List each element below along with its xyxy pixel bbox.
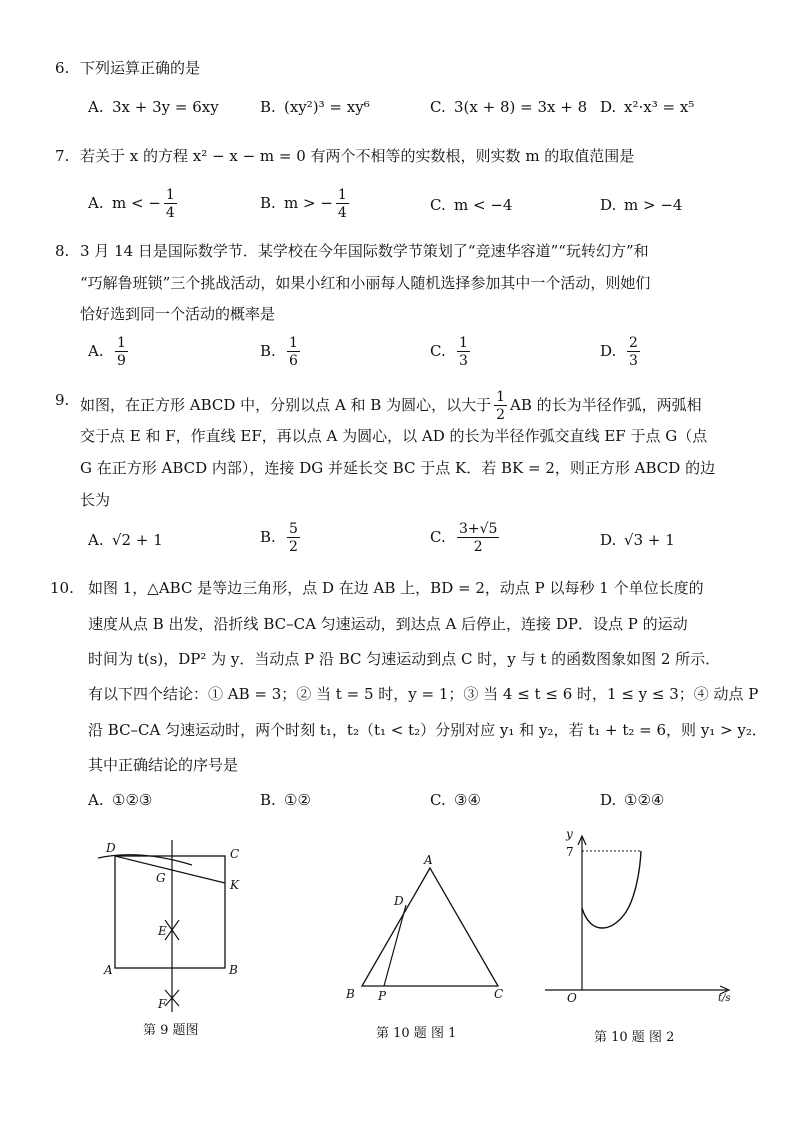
q10-line-3: 时间为 t(s)，DP² 为 y．当动点 P 沿 BC 匀速运动到点 C 时，y 与 t 的函数图象如图 2 所示． xyxy=(88,650,721,668)
q10-option-a xyxy=(88,790,152,810)
function-curve xyxy=(582,851,641,928)
q7-option-b xyxy=(260,188,352,220)
q10-line-5: 沿 BC–CA 匀速运动时，两个时刻 t₁，t₂（t₁ < t₂）分别对应 y₁ 和 y₂，若 t₁ + t₂ = 6，则 y₁ > y₂． xyxy=(88,721,767,739)
q6-option-d xyxy=(600,97,694,117)
denominator: 4 xyxy=(165,205,175,221)
option-text: √3 + 1 xyxy=(624,531,675,549)
q7-number: 7. xyxy=(55,147,70,165)
label-d: D xyxy=(394,894,404,908)
figure-q9 xyxy=(90,835,270,1020)
label-k: K xyxy=(230,878,239,892)
option-text: ①② xyxy=(284,791,311,809)
q8-option-c xyxy=(430,336,473,368)
q9-line-1-a: 如图，在正方形 ABCD 中，分别以点 A 和 B 为圆心，以大于 xyxy=(80,396,492,414)
numerator: 1 xyxy=(289,335,298,351)
denominator: 6 xyxy=(289,353,298,369)
option-text: 3(x + 8) = 3x + 8 xyxy=(454,98,588,116)
option-label: B. xyxy=(260,342,276,360)
q10-line-2: 速度从点 B 出发，沿折线 BC–CA 匀速运动，到达点 A 后停止，连接 DP．设点 P 的运动 xyxy=(88,615,688,633)
label-origin: O xyxy=(567,991,577,1005)
label-a: A xyxy=(424,853,433,867)
option-text: ①②③ xyxy=(112,791,153,809)
label-f: F xyxy=(158,997,167,1011)
option-text: ①②④ xyxy=(624,791,665,809)
fraction xyxy=(287,522,300,554)
q6-option-a xyxy=(88,97,219,117)
option-label: C. xyxy=(430,98,446,116)
label-a: A xyxy=(104,963,113,977)
fraction xyxy=(287,336,300,368)
q6-option-b xyxy=(260,97,370,117)
fraction xyxy=(115,336,128,368)
numerator: 3+√5 xyxy=(459,521,498,537)
q7-option-a xyxy=(88,188,180,220)
q7-option-c xyxy=(430,195,512,215)
q10-option-b xyxy=(260,790,311,810)
option-text: x²·x³ = x⁵ xyxy=(624,98,695,116)
q10-line-4: 有以下四个结论：① AB = 3；② 当 t = 5 时，y = 1；③ 当 4 ≤ t ≤ 6 时，1 ≤ y ≤ 3；④ 动点 P xyxy=(88,685,759,703)
option-label: B. xyxy=(260,528,276,546)
numerator: 1 xyxy=(496,389,506,405)
option-label: A. xyxy=(88,791,104,809)
q6-number: 6. xyxy=(55,59,70,77)
label-c: C xyxy=(494,987,504,1001)
numerator: 1 xyxy=(117,335,126,351)
q10-option-d xyxy=(600,790,664,810)
option-label: D. xyxy=(600,531,617,549)
q9-line-1-b: AB 的长为半径作弧，两弧相 xyxy=(510,396,702,414)
q8-line-3: 恰好选到同一个活动的概率是 xyxy=(80,305,276,323)
option-label: C. xyxy=(430,342,446,360)
option-prefix: m < − xyxy=(112,194,161,212)
fraction xyxy=(457,522,499,554)
q8-number: 8. xyxy=(55,242,70,260)
option-label: D. xyxy=(600,98,617,116)
q9-number: 9. xyxy=(55,391,70,409)
figure-q10-1-caption: 第 10 题 图 1 xyxy=(376,1026,457,1041)
q10-number: 10. xyxy=(50,579,74,597)
q8-line-1: 3 月 14 日是国际数学节．某学校在今年国际数学节策划了“竞速华容道”“玩转幻方”和 xyxy=(80,242,649,260)
denominator: 2 xyxy=(473,539,483,555)
option-label: C. xyxy=(430,528,446,546)
q7-option-d xyxy=(600,195,682,215)
numerator: 1 xyxy=(459,335,468,351)
label-seven: 7 xyxy=(566,845,574,859)
numerator: 1 xyxy=(337,187,347,203)
q9-line-4: 长为 xyxy=(80,491,111,509)
q6-option-c xyxy=(430,97,587,117)
fraction xyxy=(336,188,349,220)
q9-option-d xyxy=(600,530,675,550)
option-label: D. xyxy=(600,791,617,809)
option-label: A. xyxy=(88,342,104,360)
q8-option-a xyxy=(88,336,131,368)
option-label: A. xyxy=(88,531,104,549)
triangle-abc xyxy=(362,868,498,986)
q9-option-a xyxy=(88,530,163,550)
option-label: B. xyxy=(260,98,276,116)
label-c: C xyxy=(230,847,240,861)
q8-option-d xyxy=(600,336,643,368)
q10-line-6: 其中正确结论的序号是 xyxy=(88,756,239,774)
label-t: t/s xyxy=(718,993,731,1004)
fraction xyxy=(627,336,640,368)
q7-stem: 若关于 x 的方程 x² − x − m = 0 有两个不相等的实数根，则实数 m 的取值范围是 xyxy=(80,147,635,165)
option-label: A. xyxy=(88,98,104,116)
figure-q10-1 xyxy=(340,848,520,1008)
denominator: 3 xyxy=(459,353,468,369)
denominator: 2 xyxy=(496,407,506,423)
option-label: B. xyxy=(260,194,276,212)
option-label: D. xyxy=(600,196,617,214)
q9-option-b xyxy=(260,522,303,554)
numerator: 2 xyxy=(629,335,638,351)
numerator: 1 xyxy=(165,187,175,203)
figure-q10-2 xyxy=(540,822,740,1012)
option-label: A. xyxy=(88,194,104,212)
denominator: 2 xyxy=(289,539,298,555)
label-p: P xyxy=(378,989,387,1003)
option-label: C. xyxy=(430,196,446,214)
label-d: D xyxy=(106,841,116,855)
option-text: m > −4 xyxy=(624,196,683,214)
numerator: 5 xyxy=(289,521,298,537)
option-text: (xy²)³ = xy⁶ xyxy=(284,98,370,116)
option-text: ③④ xyxy=(454,791,481,809)
option-text: √2 + 1 xyxy=(112,531,163,549)
figure-q10-2-caption: 第 10 题 图 2 xyxy=(594,1030,675,1045)
label-y: y xyxy=(566,827,573,841)
fraction xyxy=(494,390,507,422)
q10-line-1: 如图 1，△ABC 是等边三角形，点 D 在边 AB 上，BD = 2，动点 P 以每秒 1 个单位长度的 xyxy=(88,579,704,597)
label-g: G xyxy=(156,871,166,885)
denominator: 9 xyxy=(117,353,126,369)
figure-q9-caption: 第 9 题图 xyxy=(143,1023,199,1038)
label-b: B xyxy=(229,963,238,977)
label-b: B xyxy=(346,987,355,1001)
denominator: 3 xyxy=(629,353,638,369)
option-prefix: m > − xyxy=(284,194,333,212)
option-label: D. xyxy=(600,342,617,360)
option-label: B. xyxy=(260,791,276,809)
denominator: 4 xyxy=(337,205,347,221)
q6-stem: 下列运算正确的是 xyxy=(80,59,201,77)
q10-option-c xyxy=(430,790,481,810)
q9-line-1 xyxy=(80,390,702,422)
label-e: E xyxy=(158,924,167,938)
q8-option-b xyxy=(260,336,303,368)
segment-dk xyxy=(115,856,225,883)
option-text: 3x + 3y = 6xy xyxy=(112,98,219,116)
square-abcd xyxy=(115,856,225,968)
q9-option-c xyxy=(430,522,502,554)
q9-line-3: G 在正方形 ABCD 内部），连接 DG 并延长交 BC 于点 K．若 BK = 2，则正方形 ABCD 的边 xyxy=(80,459,716,477)
q9-line-2: 交于点 E 和 F，作直线 EF，再以点 A 为圆心，以 AD 的长为半径作弧交直线 EF 于点 G（点 xyxy=(80,427,708,445)
q8-line-2: “巧解鲁班锁”三个挑战活动，如果小红和小丽每人随机选择参加其中一个活动，则她们 xyxy=(80,274,651,292)
option-text: m < −4 xyxy=(454,196,513,214)
option-label: C. xyxy=(430,791,446,809)
fraction xyxy=(457,336,470,368)
segment-dp xyxy=(384,905,406,986)
fraction xyxy=(164,188,177,220)
